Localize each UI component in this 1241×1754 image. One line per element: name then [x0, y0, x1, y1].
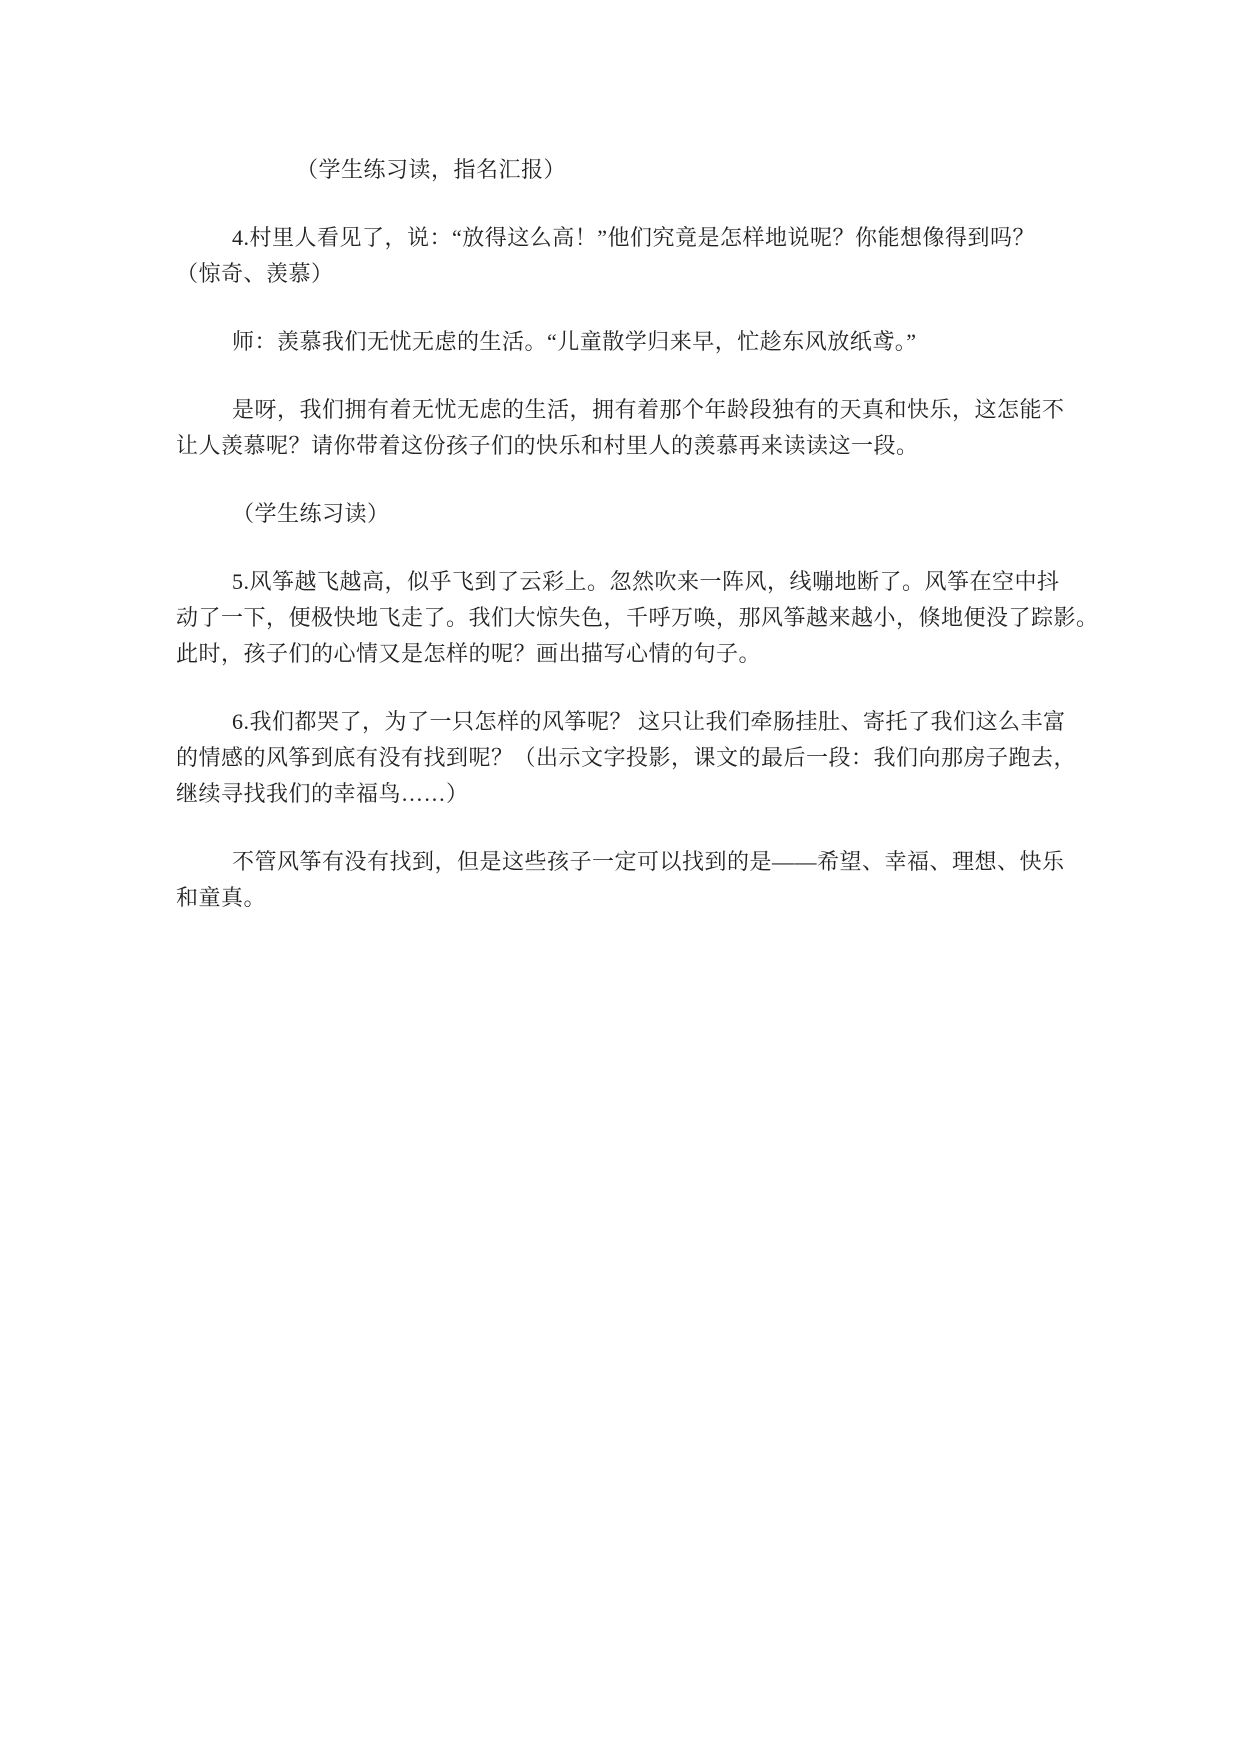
text-line: 和童真。	[176, 885, 267, 910]
paragraph-stage-note-practice	[176, 496, 1069, 532]
paragraph-question-5	[176, 564, 1099, 672]
text-line: 让人羡慕呢？请你带着这份孩子们的快乐和村里人的羡慕再来读读这一段。	[176, 433, 919, 458]
paragraph-question-4	[176, 220, 1069, 292]
paragraph-closing-summary	[176, 844, 1069, 916]
text-line: 师：羡慕我们无忧无虑的生活。“儿童散学归来早，忙趁东风放纸鸢。”	[232, 329, 917, 354]
paragraph-teacher-comment	[176, 392, 1069, 464]
paragraph-stage-note-practice-report	[176, 152, 1069, 188]
text-line: 4.村里人看见了，说：“放得这么高！”他们究竟是怎样地说呢？你能想像得到吗？	[232, 225, 1036, 250]
text-line: 不管风筝有没有找到，但是这些孩子一定可以找到的是——希望、幸福、理想、快乐	[232, 849, 1065, 874]
text-line: 继续寻找我们的幸福鸟……）	[176, 781, 469, 806]
text-line: （学生练习读，指名汇报）	[296, 157, 567, 182]
text-line: 是呀，我们拥有着无忧无虑的生活，拥有着那个年龄段独有的天真和快乐，这怎能不	[232, 397, 1065, 422]
text-line: 的情感的风筝到底有没有找到呢？（出示文字投影，课文的最后一段：我们向那房子跑去，	[176, 745, 1077, 770]
text-line: （学生练习读）	[232, 501, 390, 526]
text-line: 动了一下，便极快地飞走了。我们大惊失色，千呼万唤，那风筝越来越小，倏地便没了踪影。	[176, 605, 1099, 630]
text-line: 此时，孩子们的心情又是怎样的呢？画出描写心情的句子。	[176, 641, 762, 666]
text-line: 6.我们都哭了，为了一只怎样的风筝呢？ 这只让我们牵肠挂肚、寄托了我们这么丰富	[232, 709, 1066, 734]
paragraph-question-6	[176, 704, 1077, 812]
paragraph-teacher-remark	[176, 324, 1069, 360]
text-line: （惊奇、羡慕）	[176, 261, 334, 286]
text-line: 5.风筝越飞越高，似乎飞到了云彩上。忽然吹来一阵风，线嘣地断了。风筝在空中抖	[232, 569, 1060, 594]
